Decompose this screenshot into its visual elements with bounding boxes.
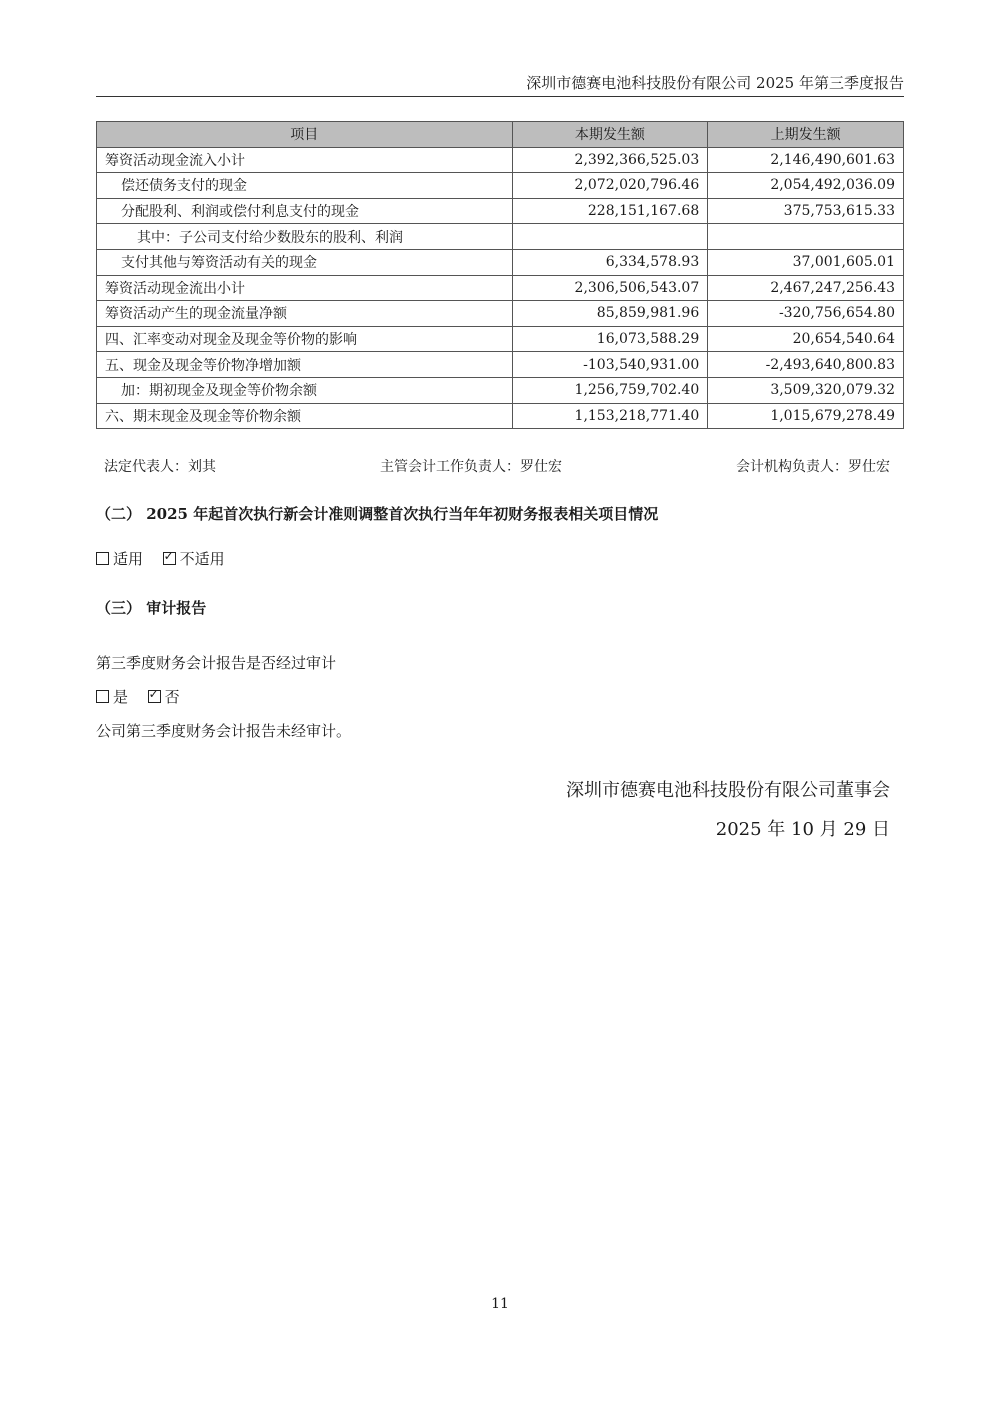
row-current-value: 228,151,167.68 <box>512 198 708 224</box>
row-item-label: 五、现金及现金等价物净增加额 <box>97 352 513 378</box>
checkbox-applicable[interactable] <box>96 552 109 565</box>
header-divider <box>96 96 904 97</box>
row-current-value: 1,256,759,702.40 <box>512 377 708 403</box>
checkbox-no[interactable] <box>148 690 161 703</box>
row-current-value: 85,859,981.96 <box>512 301 708 327</box>
row-current-value: 2,072,020,796.46 <box>512 173 708 199</box>
table-row <box>97 198 904 224</box>
table-row <box>97 147 904 173</box>
row-current-value: 1,153,218,771.40 <box>512 403 708 429</box>
table-row <box>97 249 904 275</box>
row-item-label: 其中：子公司支付给少数股东的股利、利润 <box>97 224 513 250</box>
row-current-value: 6,334,578.93 <box>512 249 708 275</box>
row-current-value: 2,392,366,525.03 <box>512 147 708 173</box>
row-prior-value: 37,001,605.01 <box>708 249 904 275</box>
section-2-options <box>96 548 225 569</box>
row-prior-value: 2,146,490,601.63 <box>708 147 904 173</box>
row-prior-value: 3,509,320,079.32 <box>708 377 904 403</box>
row-item-label: 四、汇率变动对现金及现金等价物的影响 <box>97 326 513 352</box>
row-prior-value: -320,756,654.80 <box>708 301 904 327</box>
checkbox-yes[interactable] <box>96 690 109 703</box>
option-yes-label: 是 <box>113 688 129 706</box>
audit-statement: 公司第三季度财务会计报告未经审计。 <box>96 722 352 740</box>
row-prior-value: 1,015,679,278.49 <box>708 403 904 429</box>
row-item-label: 加：期初现金及现金等价物余额 <box>97 377 513 403</box>
row-item-label: 筹资活动现金流入小计 <box>97 147 513 173</box>
table-header-row <box>97 122 904 148</box>
accounting-org-head: 会计机构负责人：罗仕宏 <box>736 459 890 475</box>
audit-question: 第三季度财务会计报告是否经过审计 <box>96 654 337 672</box>
section-3-options <box>96 686 180 707</box>
board-signoff: 深圳市德赛电池科技股份有限公司董事会 <box>566 780 890 801</box>
row-item-label: 分配股利、利润或偿付利息支付的现金 <box>97 198 513 224</box>
section-2-heading: （二） 2025 年起首次执行新会计准则调整首次执行当年年初财务报表相关项目情况 <box>96 505 659 523</box>
table-row <box>97 352 904 378</box>
row-item-label: 六、期末现金及现金等价物余额 <box>97 403 513 429</box>
table-row <box>97 173 904 199</box>
row-prior-value: 2,054,492,036.09 <box>708 173 904 199</box>
table-row <box>97 301 904 327</box>
row-prior-value: -2,493,640,800.83 <box>708 352 904 378</box>
row-current-value: 16,073,588.29 <box>512 326 708 352</box>
page-number: 11 <box>491 1296 509 1312</box>
row-prior-value <box>708 224 904 250</box>
column-header-prior-period: 上期发生额 <box>708 122 904 148</box>
row-item-label: 偿还债务支付的现金 <box>97 173 513 199</box>
table-row <box>97 403 904 429</box>
option-no-label: 否 <box>164 688 180 706</box>
row-prior-value: 2,467,247,256.43 <box>708 275 904 301</box>
option-applicable-label: 适用 <box>113 550 144 568</box>
signoff-date: 2025 年 10 月 29 日 <box>715 819 890 840</box>
report-header-title: 深圳市德赛电池科技股份有限公司 2025 年第三季度报告 <box>526 74 904 92</box>
section-3-heading: （三） 审计报告 <box>96 599 207 617</box>
table-row <box>97 275 904 301</box>
row-item-label: 筹资活动产生的现金流量净额 <box>97 301 513 327</box>
row-item-label: 筹资活动现金流出小计 <box>97 275 513 301</box>
table-row <box>97 377 904 403</box>
row-current-value: -103,540,931.00 <box>512 352 708 378</box>
checkbox-not-applicable[interactable] <box>163 552 176 565</box>
row-current-value <box>512 224 708 250</box>
row-item-label: 支付其他与筹资活动有关的现金 <box>97 249 513 275</box>
legal-representative: 法定代表人：刘其 <box>104 459 216 475</box>
row-current-value: 2,306,506,543.07 <box>512 275 708 301</box>
row-prior-value: 20,654,540.64 <box>708 326 904 352</box>
column-header-item: 项目 <box>97 122 513 148</box>
table-row <box>97 326 904 352</box>
column-header-current-period: 本期发生额 <box>512 122 708 148</box>
option-not-applicable-label: 不适用 <box>179 550 225 568</box>
accounting-head: 主管会计工作负责人：罗仕宏 <box>380 459 562 475</box>
cash-flow-table <box>96 121 904 429</box>
row-prior-value: 375,753,615.33 <box>708 198 904 224</box>
table-row <box>97 224 904 250</box>
